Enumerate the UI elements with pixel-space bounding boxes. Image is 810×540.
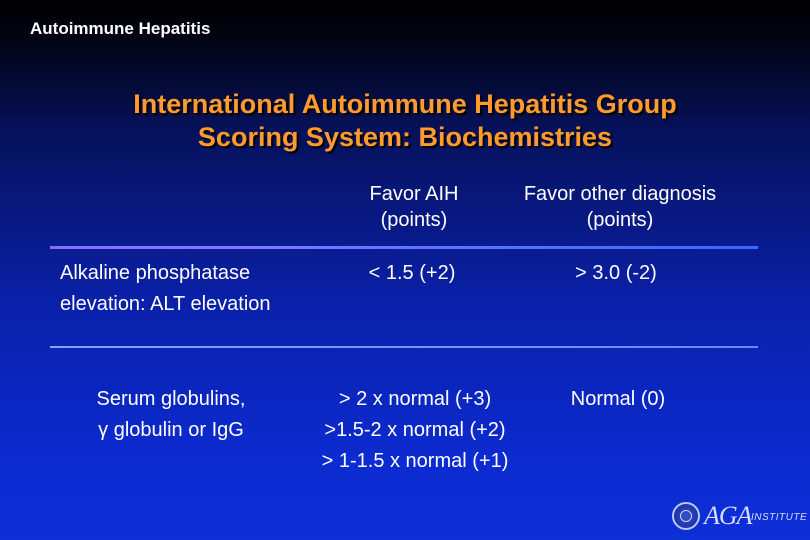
aga-institute-logo [672, 500, 808, 534]
row-1-favor-aih [346, 258, 478, 289]
header-divider [50, 246, 758, 249]
row-2-favor-aih [290, 384, 540, 477]
row-label-line: γ globulin or IgG [98, 419, 244, 441]
title-line-1: International Autoimmune Hepatitis Group [133, 89, 677, 119]
title-line-2: Scoring System: Biochemistries [197, 122, 613, 152]
column-header-unit: (points) [380, 209, 448, 231]
column-header-unit: (points) [586, 209, 654, 231]
cell-value: < 1.5 (+2) [368, 262, 456, 284]
row-label-line: elevation: ALT elevation [60, 293, 271, 315]
row-label-line: Alkaline phosphatase [60, 262, 251, 284]
section-label: Autoimmune Hepatitis [30, 19, 211, 38]
column-header-favor-other [492, 181, 748, 233]
cell-value: > 3.0 (-2) [575, 262, 657, 284]
seal-icon [672, 502, 700, 530]
logo-mark: AGA [704, 501, 752, 530]
column-header-label: Favor other diagnosis [523, 183, 717, 205]
row-label-serum-globulins [60, 384, 282, 446]
cell-value: >1.5-2 x normal (+2) [324, 419, 506, 441]
cell-value: Normal (0) [570, 388, 666, 410]
row-label-alkaline-phosphatase [60, 258, 271, 320]
slide-title [0, 88, 810, 154]
column-header-favor-aih [352, 181, 476, 233]
cell-value: > 1-1.5 x normal (+1) [321, 450, 509, 472]
cell-value: > 2 x normal (+3) [338, 388, 492, 410]
logo-sub: INSTITUTE [751, 512, 808, 523]
row-divider [50, 346, 758, 348]
row-label-line: Serum globulins, [96, 388, 246, 410]
row-2-favor-other [546, 384, 690, 415]
row-1-favor-other [540, 258, 692, 289]
column-header-label: Favor AIH [369, 183, 459, 205]
